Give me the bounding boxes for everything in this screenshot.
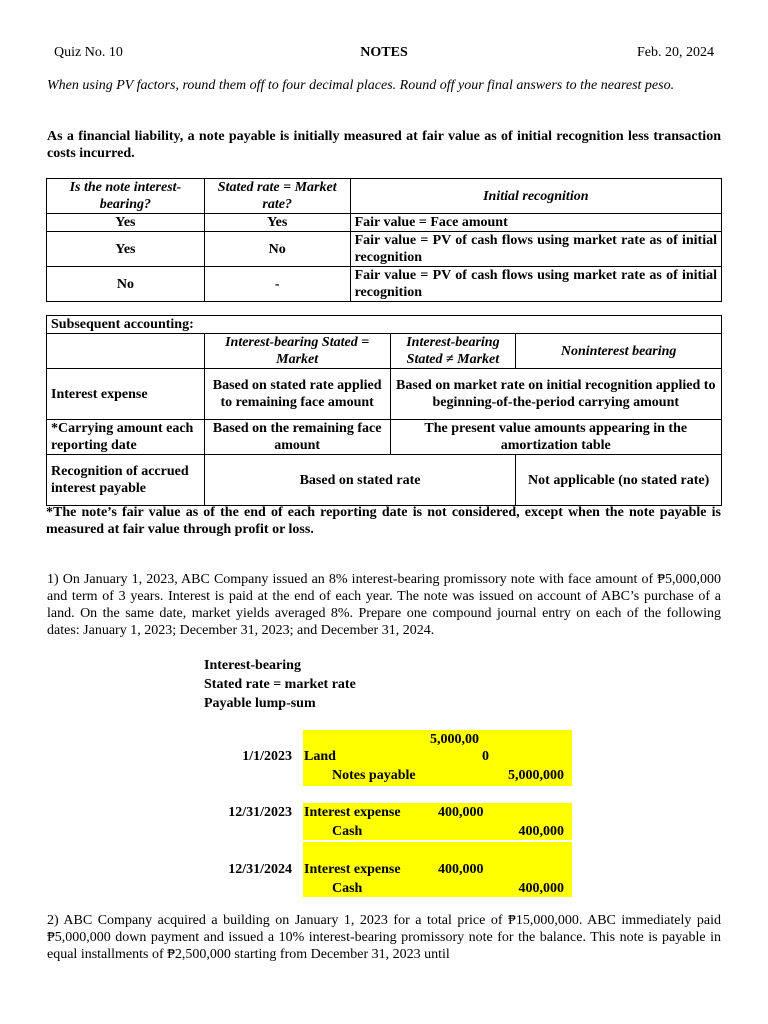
problem-2-text: 2) ABC Company acquired a building on January 1, 2023 for a total price of ₱15,000,000. ABC immediately paid ₱5,000,000 down payment and issued a 10% interest-bearing promissory note for the balance. This note is payable in equal installments of ₱2,500,000 starting from December 31, 2023 until	[47, 913, 721, 962]
initial-recognition-table	[46, 178, 722, 302]
credit-account: Cash	[332, 824, 363, 839]
journal-entry	[204, 731, 572, 791]
table-header-row	[47, 334, 722, 369]
definition: As a financial liability, a note payable is initially measured at fair value as of initial recognition less transaction costs incurred.	[47, 129, 721, 161]
problem-1-labels	[204, 656, 356, 713]
debit-amount: 5,000,00	[430, 732, 479, 747]
table-row	[47, 267, 722, 302]
journal-entry	[204, 804, 572, 844]
header-cell: Initial recognition	[350, 179, 721, 214]
quiz-number: Quiz No. 10	[54, 45, 123, 60]
header-cell-empty	[47, 334, 205, 369]
table-title-row	[47, 316, 722, 334]
table-cell: Based on market rate on initial recognition applied to beginning-of-the-period carrying amount	[390, 369, 722, 420]
table-row	[47, 214, 722, 232]
header-cell: Is the note interest-bearing?	[47, 179, 205, 214]
entry-date: 12/31/2024	[228, 862, 292, 877]
header-cell: Noninterest bearing	[516, 334, 722, 369]
page-title: NOTES	[360, 45, 408, 60]
table-cell: Yes	[204, 214, 350, 232]
header-cell: Stated rate = Market rate?	[204, 179, 350, 214]
debit-amount: 400,000	[438, 862, 484, 877]
label-line: Payable lump-sum	[204, 696, 316, 711]
credit-account: Cash	[332, 881, 363, 896]
header-cell: Interest-bearing Stated ≠ Market	[390, 334, 516, 369]
table-header-row	[47, 179, 722, 214]
credit-account: Notes payable	[332, 768, 416, 783]
table-cell: No	[47, 267, 205, 302]
row-label: Recognition of accrued interest payable	[47, 455, 205, 506]
instructions: When using PV factors, round them off to four decimal places. Round off your final answers to the nearest peso.	[47, 78, 675, 93]
credit-amount: 400,000	[518, 881, 564, 896]
table-cell: No	[204, 232, 350, 267]
table-title: Subsequent accounting:	[47, 316, 722, 334]
entry-date: 12/31/2023	[228, 805, 292, 820]
debit-account: Interest expense	[304, 805, 401, 820]
debit-amount-overflow: 0	[482, 749, 489, 764]
table-cell: Fair value = PV of cash flows using market rate as of initial recognition	[350, 267, 721, 302]
footnote: *The note’s fair value as of the end of each reporting date is not considered, except when the note payable is measured at fair value through profit or loss.	[46, 505, 721, 537]
row-label: Interest expense	[47, 369, 205, 420]
credit-amount: 400,000	[518, 824, 564, 839]
table-cell: Based on the remaining face amount	[204, 420, 390, 455]
page-header	[54, 44, 714, 62]
table-row	[47, 369, 722, 420]
table-row	[47, 455, 722, 506]
table-row	[47, 420, 722, 455]
label-line: Stated rate = market rate	[204, 677, 356, 692]
problem-1-text: 1) On January 1, 2023, ABC Company issued an 8% interest-bearing promissory note with face amount of ₱5,000,000 and term of 3 years. Interest is paid at the end of each year. The note was issued on account of ABC’s purchase of a land. On the same date, market yields averaged 8%. Prepare one compound journal entry on each of the following dates: January 1, 2023; December 31, 2023; and December 31, 2024.	[47, 572, 721, 638]
journal-entry	[204, 861, 572, 901]
credit-amount: 5,000,000	[508, 768, 564, 783]
table-cell: The present value amounts appearing in the amortization table	[390, 420, 722, 455]
debit-account: Land	[304, 749, 336, 764]
header-cell: Interest-bearing Stated = Market	[204, 334, 390, 369]
table-row	[47, 232, 722, 267]
debit-account: Interest expense	[304, 862, 401, 877]
table-cell: Based on stated rate applied to remaining face amount	[204, 369, 390, 420]
entry-date: 1/1/2023	[242, 749, 292, 764]
table-cell: Yes	[47, 214, 205, 232]
quiz-date: Feb. 20, 2024	[637, 45, 714, 60]
label-line: Interest-bearing	[204, 658, 301, 673]
table-cell: -	[204, 267, 350, 302]
table-cell: Based on stated rate	[204, 455, 516, 506]
row-label: *Carrying amount each reporting date	[47, 420, 205, 455]
table-cell: Fair value = PV of cash flows using market rate as of initial recognition	[350, 232, 721, 267]
subsequent-accounting-table	[46, 315, 722, 506]
table-cell: Yes	[47, 232, 205, 267]
table-cell: Fair value = Face amount	[350, 214, 721, 232]
debit-amount: 400,000	[438, 805, 484, 820]
table-cell: Not applicable (no stated rate)	[516, 455, 722, 506]
